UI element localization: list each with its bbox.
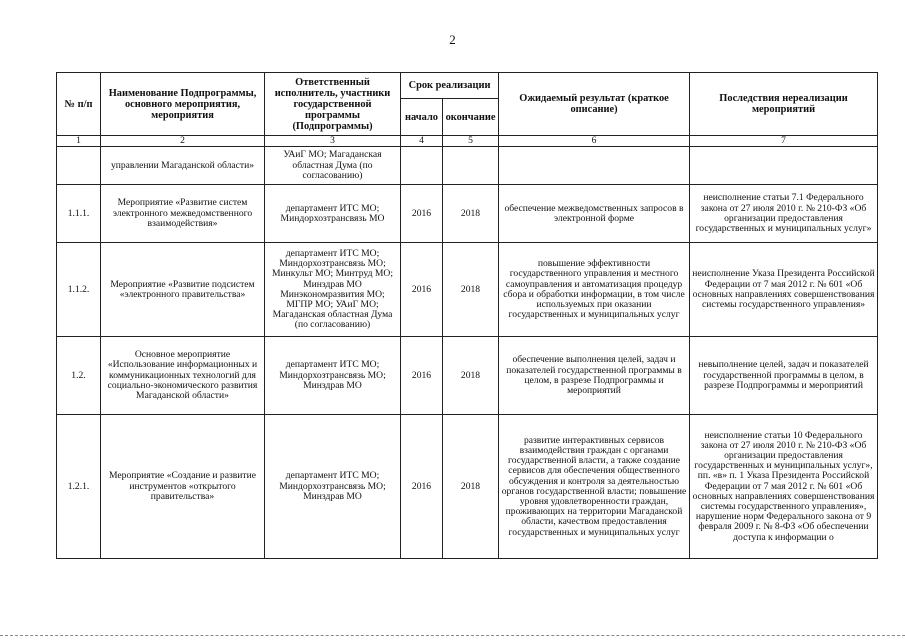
column-number: 1: [57, 136, 101, 147]
row-name: управлении Магаданской области»: [101, 147, 265, 185]
row-name: Мероприятие «Развитие подсистем «электронного правительства»: [101, 243, 265, 337]
header-end: окончание: [443, 99, 499, 136]
header-name: Наименование Подпрограммы, основного мероприятия, мероприятия: [101, 73, 265, 136]
row-executor: УАиГ МО; Магаданская областная Дума (по согласованию): [265, 147, 401, 185]
header-start: начало: [401, 99, 443, 136]
table-row: [57, 415, 878, 559]
row-end: 2018: [443, 337, 499, 415]
row-result: развитие интерактивных сервисов взаимодействия граждан с органами государственной власти, а также создание сервисов для обеспечения общественного обсуждения и контроля за деятельностью органов государственной власти; повышение уровня удовлетворенности граждан, проживающих на территории Магаданской области, качеством предоставления государственных и муниципальных услуг: [499, 415, 690, 559]
page-edge-line: [0, 635, 905, 637]
row-start: 2016: [401, 243, 443, 337]
column-number: 5: [443, 136, 499, 147]
row-num: 1.2.1.: [57, 415, 101, 559]
row-end: 2018: [443, 243, 499, 337]
row-num: [57, 147, 101, 185]
header-executor: Ответственный исполнитель, участники государственной программы (Подпрограммы): [265, 73, 401, 136]
row-start: 2016: [401, 337, 443, 415]
row-consequences: [690, 147, 878, 185]
row-result: [499, 147, 690, 185]
header-result: Ожидаемый результат (краткое описание): [499, 73, 690, 136]
header-consequences: Последствия нереализации мероприятий: [690, 73, 878, 136]
row-name: Основное мероприятие «Использование информационных и коммуникационных технологий для социально-экономического развития Магаданской области»: [101, 337, 265, 415]
table-row: [57, 147, 878, 185]
column-number: 2: [101, 136, 265, 147]
row-executor: департамент ИТС МО; Миндорхозтрансвязь МО; Минздрав МО: [265, 337, 401, 415]
row-end: [443, 147, 499, 185]
table-row: [57, 337, 878, 415]
page-number: 2: [449, 32, 456, 47]
row-end: 2018: [443, 185, 499, 243]
column-numbers-row: [57, 136, 878, 147]
row-consequences: невыполнение целей, задач и показателей государственной программы в целом, в разрезе Подпрограммы и мероприятий: [690, 337, 878, 415]
row-result: повышение эффективности государственного управления и местного самоуправления и автоматизация процедур сбора и обработки информации, в том числе используемых при оказании государственных и муниципальных услуг: [499, 243, 690, 337]
column-number: 3: [265, 136, 401, 147]
row-executor: департамент ИТС МО; Миндорхозтрансвязь МО; Минкульт МО; Минтруд МО; Минздрав МО Минэкономразвития МО; МГПР МО; УАиГ МО; Магаданская областная Дума (по согласованию): [265, 243, 401, 337]
row-name: Мероприятие «Создание и развитие инструментов «открытого правительства»: [101, 415, 265, 559]
row-start: 2016: [401, 415, 443, 559]
column-number: 4: [401, 136, 443, 147]
row-end: 2018: [443, 415, 499, 559]
row-consequences: неисполнение статьи 10 Федерального закона от 27 июля 2010 г. № 210-ФЗ «Об организации предоставления государственных и муниципальных услуг», пп. «в» п. 1 Указа Президента Российской Федерации от 7 мая 2012 г. № 601 «Об основных направлениях совершенствования системы государственного управления», нарушение норм Федерального закона от 9 февраля 2009 г. № 8-ФЗ «Об обеспечении доступа к информации о: [690, 415, 878, 559]
row-consequences: неисполнение Указа Президента Российской Федерации от 7 мая 2012 г. № 601 «Об основных направлениях совершенствования системы государственного управления»: [690, 243, 878, 337]
row-start: [401, 147, 443, 185]
row-result: обеспечение выполнения целей, задач и показателей государственной программы в целом, в разрезе Подпрограммы и мероприятий: [499, 337, 690, 415]
program-table: [56, 72, 878, 559]
row-consequences: неисполнение статьи 7.1 Федерального закона от 27 июля 2010 г. № 210-ФЗ «Об организации предоставления государственных и муниципальных услуг»: [690, 185, 878, 243]
row-executor: департамент ИТС МО; Миндорхозтрансвязь МО; Минздрав МО: [265, 415, 401, 559]
row-num: 1.2.: [57, 337, 101, 415]
row-name: Мероприятие «Развитие систем электронного межведомственного взаимодействия»: [101, 185, 265, 243]
row-start: 2016: [401, 185, 443, 243]
column-number: 7: [690, 136, 878, 147]
table-row: [57, 243, 878, 337]
header-num: № п/п: [57, 73, 101, 136]
row-executor: департамент ИТС МО; Миндорхозтрансвязь МО: [265, 185, 401, 243]
row-num: 1.1.1.: [57, 185, 101, 243]
column-number: 6: [499, 136, 690, 147]
header-period: Срок реализации: [401, 73, 499, 99]
table-row: [57, 185, 878, 243]
row-result: обеспечение межведомственных запросов в электронной форме: [499, 185, 690, 243]
row-num: 1.1.2.: [57, 243, 101, 337]
